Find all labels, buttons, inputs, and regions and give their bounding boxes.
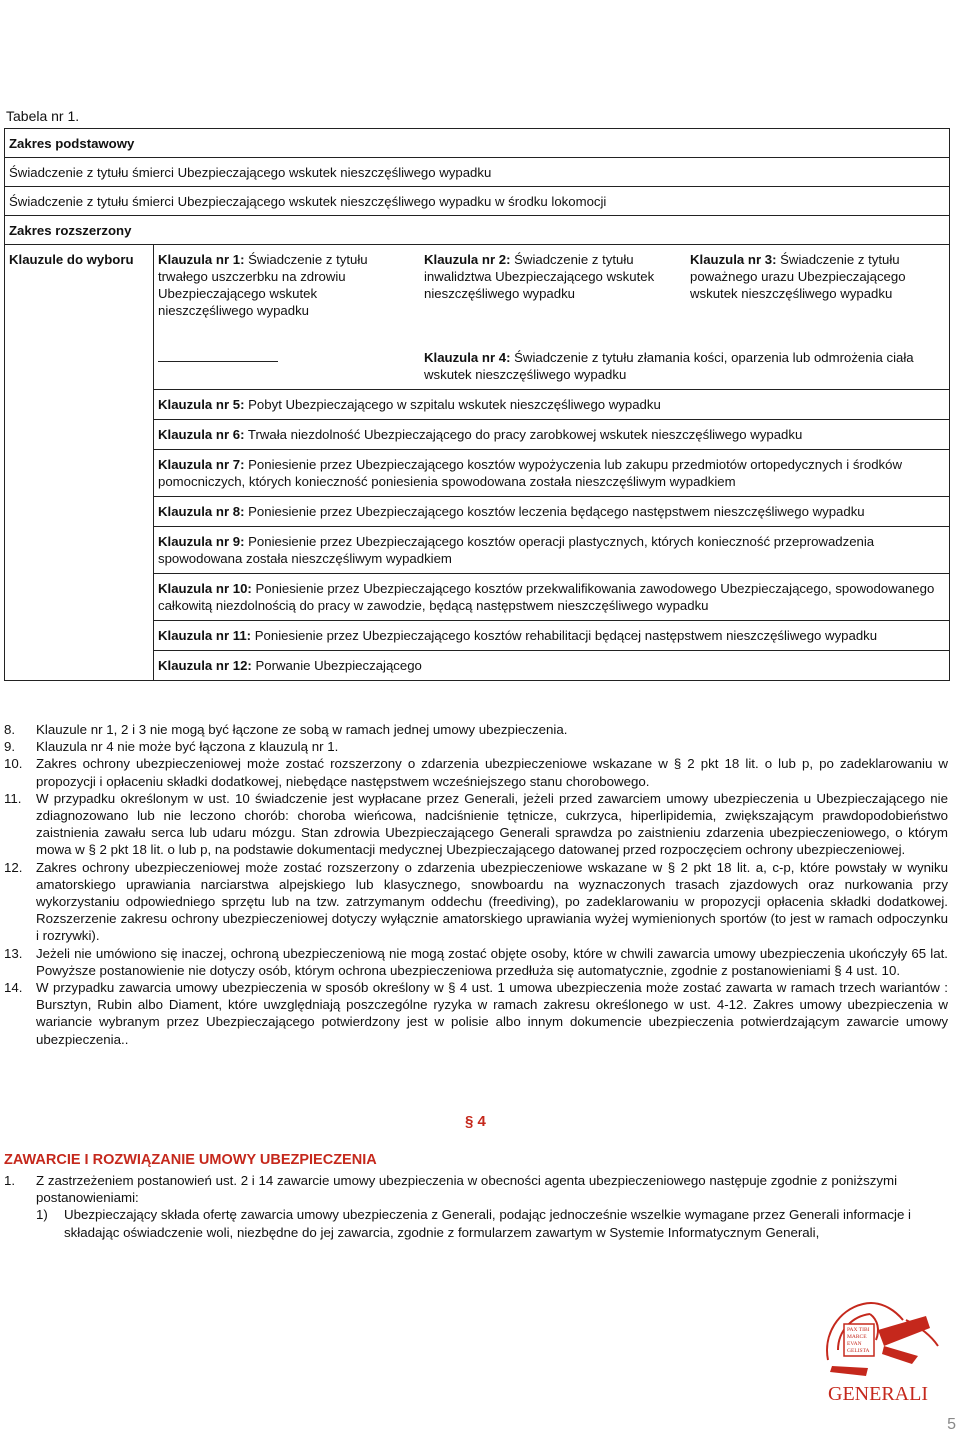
clause-9: Klauzula nr 9: Poniesienie przez Ubezpieczającego kosztów operacji plastycznych, których konieczność przeprowadzenia spowodowana została nieszczęśliwym wypadkiem <box>158 534 875 566</box>
section-item-1: 1. Z zastrzeżeniem postanowień ust. 2 i 14 zawarcie umowy ubezpieczenia w obecności agenta ubezpieczeniowego następuje zgodnie z poniższymi postanowieniami: <box>4 1173 898 1206</box>
clause-10: Klauzula nr 10: Poniesienie przez Ubezpieczającego kosztów przekwalifikowania zawodowego Ubezpieczającego, spowodowanego całkowitą niezdolnością do pracy w zawodzie, będącą następstwem nieszczęśliwego wypadku <box>158 581 935 613</box>
optional-clauses-label: Klauzule do wyboru <box>5 245 154 681</box>
clause-12: Klauzula nr 12: Porwanie Ubezpieczającego <box>158 658 422 673</box>
basic-scope-header: Zakres podstawowy <box>5 129 950 158</box>
clause-7: Klauzula nr 7: Poniesienie przez Ubezpieczającego kosztów wypożyczenia lub zakupu przedmiotów ortopedycznych i środków pomocniczych, których konieczność poniesienia spowodowana została nieszczęśliwym wypadkiem <box>158 457 902 489</box>
page-number: 5 <box>947 1416 956 1433</box>
note-8: 8. Klauzule nr 1, 2 i 3 nie mogą być łączone ze sobą w ramach jednej umowy ubezpieczenia. <box>4 722 568 737</box>
clause-2: Klauzula nr 2: Świadczenie z tytułu inwalidztwa Ubezpieczającego wskutek nieszczęśliwego wypadku <box>424 252 655 301</box>
svg-text:PAX TIBI: PAX TIBI <box>847 1327 870 1333</box>
clauses-top-row <box>158 245 945 341</box>
note-9: 9. Klauzula nr 4 nie może być łączona z klauzulą nr 1. <box>4 739 339 755</box>
clause-4: Klauzula nr 4: Świadczenie z tytułu złamania kości, oparzenia lub odmrożenia ciała wskutek nieszczęśliwego wypadku <box>424 350 914 382</box>
optional-clauses-cell <box>154 245 950 681</box>
svg-text:MARCE: MARCE <box>847 1334 867 1340</box>
clause-3: Klauzula nr 3: Świadczenie z tytułu poważnego urazu Ubezpieczającego wskutek nieszczęśliwego wypadku <box>690 252 906 301</box>
clauses-table <box>4 128 950 681</box>
clause-11: Klauzula nr 11: Poniesienie przez Ubezpieczającego kosztów rehabilitacji będącej następstwem nieszczęśliwego wypadku <box>158 628 878 643</box>
clause-8: Klauzula nr 8: Poniesienie przez Ubezpieczającego kosztów leczenia będącego następstwem nieszczęśliwego wypadku <box>158 504 865 519</box>
note-13: 13. Jeżeli nie umówiono się inaczej, ochroną ubezpieczeniową nie mogą zostać objęte osoby, które w chwili zawarcia umowy ubezpieczenia ukończyły 65 lat. Powyższe postanowienie nie dotyczy osób, którym ochrona ubezpieczeniowa przedłuża się automatycznie, zgodnie z postanowieniami § 4 ust. 10. <box>4 945 948 978</box>
blank-line <box>158 349 424 383</box>
basic-row-1: Świadczenie z tytułu śmierci Ubezpieczającego wskutek nieszczęśliwego wypadku <box>5 158 950 187</box>
clause-1: Klauzula nr 1: Świadczenie z tytułu trwałego uszczerbku na zdrowiu Ubezpieczającego wskutek nieszczęśliwego wypadku <box>158 252 368 318</box>
generali-logo <box>808 1290 948 1406</box>
clause-4-row <box>158 341 945 389</box>
basic-row-2: Świadczenie z tytułu śmierci Ubezpieczającego wskutek nieszczęśliwego wypadku w środku lokomocji <box>5 187 950 216</box>
notes-list <box>4 721 948 1048</box>
clause-5: Klauzula nr 5: Pobyt Ubezpieczającego w szpitalu wskutek nieszczęśliwego wypadku <box>158 397 661 412</box>
section-body <box>4 1172 948 1241</box>
section-mark: § 4 <box>465 1113 486 1130</box>
note-12: 12. Zakres ochrony ubezpieczeniowej może zostać rozszerzony o zdarzenia ubezpieczeniowe wskazane w § 2 pkt 18 lit. a, c-p, które powstały w wyniku amatorskiego uprawiania narciarstwa alpejskiego lub klasycznego, snowboardu na wyznaczonych trasach zjazdowych oraz nurkowania przy wykorzystaniu odpowiedniego sprzętu lub na tzw. zatrzymanym oddechu (freediving), po zadeklarowaniu w propozycji opłacenia składki dodatkowej. Rozszerzenie zakresu ochrony ubezpieczeniowej dotyczy wyłącznie amatorskiego uprawiania wyżej wymienionych sportów (to jest w ramach odpoczynku i rozrywki). <box>4 859 948 944</box>
logo-wordmark: GENERALI <box>828 1383 928 1405</box>
note-11: 11. W przypadku określonym w ust. 10 świadczenie jest wypłacane przez Generali, jeżeli przed zawarciem umowy ubezpieczenia u Ubezpieczającego nie zdiagnozowano lub nie leczono chorób: choroba wieńcowa, nadciśnienie tętnicze, cukrzyca, hiperlipidemia, zwiększającym prawdopodobieństwo zaistnienia zawału serca lub udaru mózgu. Stan zdrowia Ubezpieczającego Generali sprawdza po zaistnieniu zdarzenia ubezpieczeniowego, o którym mowa w § 2 pkt 18 lit. o lub p, na podstawie dokumentacji medycznej Ubezpieczającego datowanej przed rozpoczęciem ochrony ubezpieczeniowej. <box>4 790 948 858</box>
note-14: 14. W przypadku zawarcia umowy ubezpieczenia w sposób określony w § 4 ust. 1 umowa ubezpieczenia może zostać zawarta w ramach trzech wariantów : Bursztyn, Rubin albo Diament, które uwzględniają poszczególne ryzyka w ramach zakresu określonego w ust. 4-12. Zakres umowy ubezpieczenia w wariancie wybranym przez Ubezpieczającego potwierdzony jest w polisie albo innym dokumencie ubezpieczenia potwierdzającym zawarcie umowy ubezpieczenia.. <box>4 980 948 1047</box>
extended-scope-header: Zakres rozszerzony <box>5 216 950 245</box>
section-title: ZAWARCIE I ROZWIĄZANIE UMOWY UBEZPIECZENIA <box>4 1152 377 1168</box>
table-caption: Tabela nr 1. <box>6 108 80 124</box>
svg-text:GELISTA: GELISTA <box>847 1348 870 1354</box>
clause-6: Klauzula nr 6: Trwała niezdolność Ubezpieczającego do pracy zarobkowej wskutek nieszczęśliwego wypadku <box>158 427 803 442</box>
note-10: 10. Zakres ochrony ubezpieczeniowej może zostać rozszerzony o zdarzenia ubezpieczeniowe wskazane w § 2 pkt 18 lit. o lub p, po zadeklarowaniu w propozycji i opłaceniu składki dodatkowej, niebędące następstwem wcześniejszego stanu chorobowego. <box>4 756 948 789</box>
section-subitem-1: 1) Ubezpieczający składa ofertę zawarcia umowy ubezpieczenia z Generali, podając jednocześnie wszelkie wymagane przez Generali informacje i składając oświadczenie woli, niezbędne do jej zawarcia, zgodnie z formularzem zawartym w Systemie Informatycznym Generali, <box>36 1207 911 1240</box>
svg-text:EVAN: EVAN <box>847 1341 862 1347</box>
